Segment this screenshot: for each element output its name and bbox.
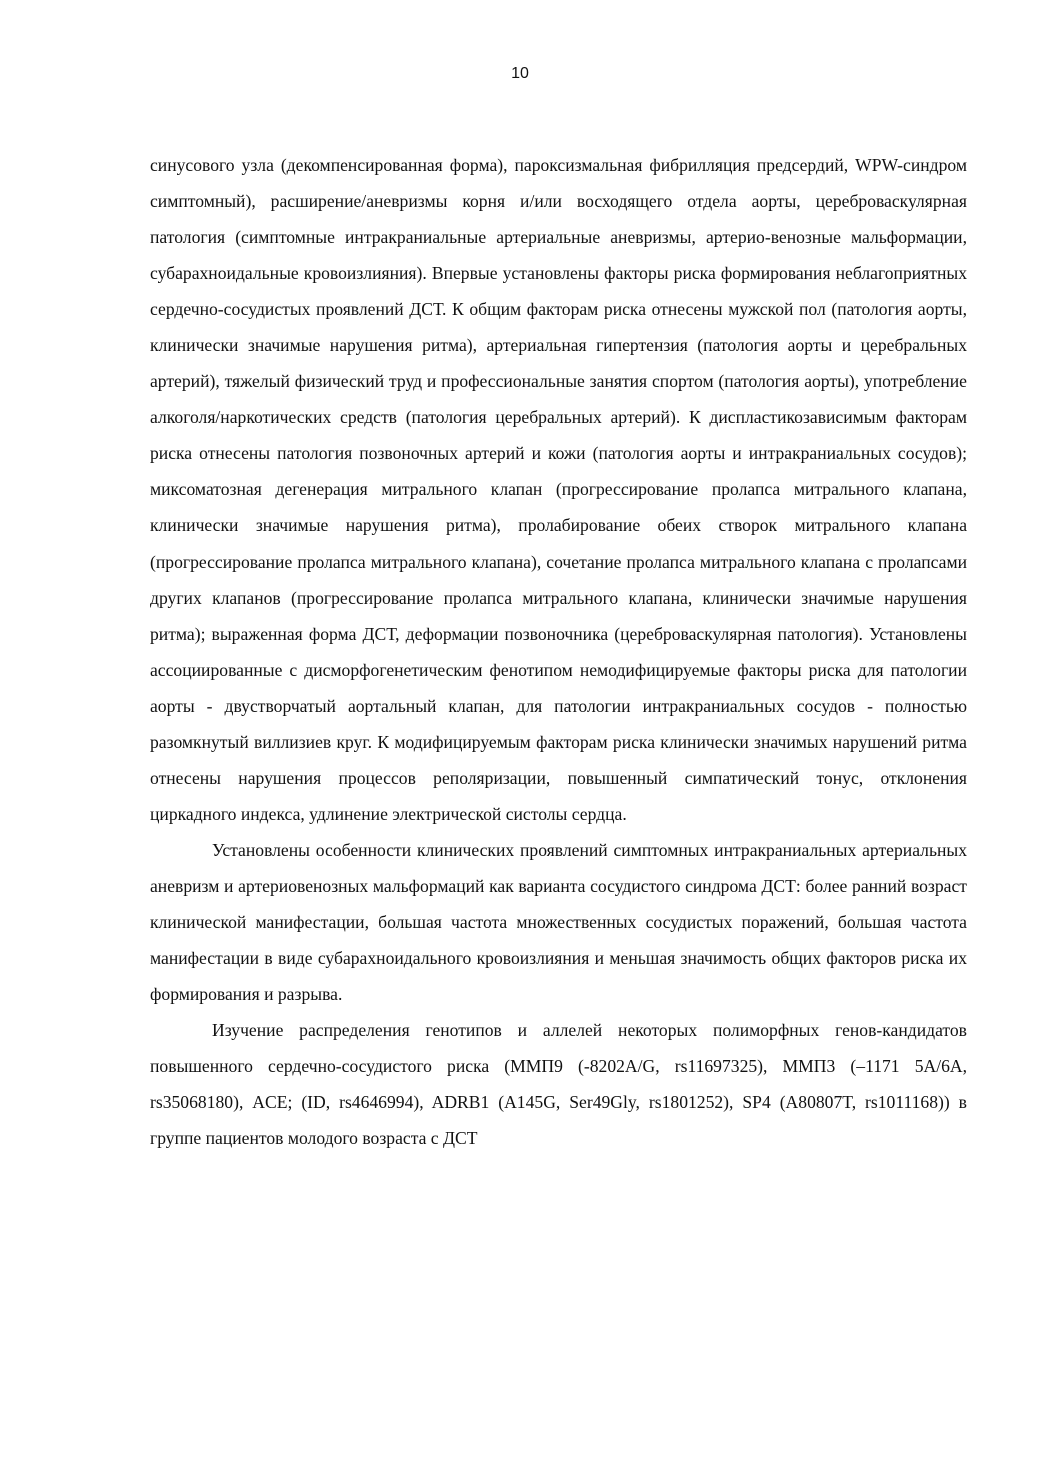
paragraph-aneurysm-features: Установлены особенности клинических проявлений симптомных интракраниальных артериальных аневризм и артериовенозных мальформаций как варианта сосудистого синдрома ДСТ: более ранний возраст клинической манифестации, большая частота множественных сосудистых поражений, большая частота манифестации в виде субарахноидального кровоизлияния и меньшая значимость общих факторов риска их формирования и разрыва. xyxy=(150,839,967,1005)
paragraph-risk-factors: синусового узла (декомпенсированная форма), пароксизмальная фибрилляция предсердий, WPW-синдром симптомный), расширение/аневризмы корня и/или восходящего отдела аорты, цереброваскулярная патология (симптомные интракраниальные артериальные аневризмы, артерио-венозные мальформации, субарахноидальные кровоизлияния). Впервые установлены факторы риска формирования неблагоприятных сердечно-сосудистых проявлений ДСТ. К общим факторам риска отнесены мужской пол (патология аорты, клинически значимые нарушения ритма), артериальная гипертензия (патология аорты и церебральных артерий), тяжелый физический труд и профессиональные занятия спортом (патология аорты), употребление алкоголя/наркотических средств (патология церебральных артерий). К диспластикозависимым факторам риска отнесены патология позвоночных артерий и кожи (патология аорты и интракраниальных сосудов); миксоматозная дегенерация митрального клапан (прогрессирование пролапса митрального клапана, клинически значимые нарушения ритма), пролабирование обеих створок митрального клапана (прогрессирование пролапса митрального клапана), сочетание пролапса митрального клапана с пролапсами других клапанов (прогрессирование пролапса митрального клапана, клинически значимые нарушения ритма); выраженная форма ДСТ, деформации позвоночника (цереброваскулярная патология). Установлены ассоциированные с дисморфогенетическим фенотипом немодифицируемые факторы риска для патологии аорты - двустворчатый аортальный клапан, для патологии интракраниальных сосудов - полностью разомкнутый виллизиев круг. К модифицируемым факторам риска клинически значимых нарушений ритма отнесены нарушения процессов реполяризации, повышенный симпатический тонус, отклонения циркадного индекса, удлинение электрической систолы сердца. xyxy=(150,155,967,824)
page-number: 10 xyxy=(511,65,529,82)
document-body xyxy=(150,147,967,1156)
paragraph-genotype-study: Изучение распределения генотипов и аллелей некоторых полиморфных генов-кандидатов повышенного сердечно-сосудистого риска (ММП9 (-8202A/G, rs11697325), ММП3 (–1171 5A/6A, rs35068180), ACE; (ID, rs4646994), ADRB1 (A145G, Ser49Gly, rs1801252), SP4 (A80807T, rs1011168)) в группе пациентов молодого возраста с ДСТ xyxy=(150,1020,967,1149)
